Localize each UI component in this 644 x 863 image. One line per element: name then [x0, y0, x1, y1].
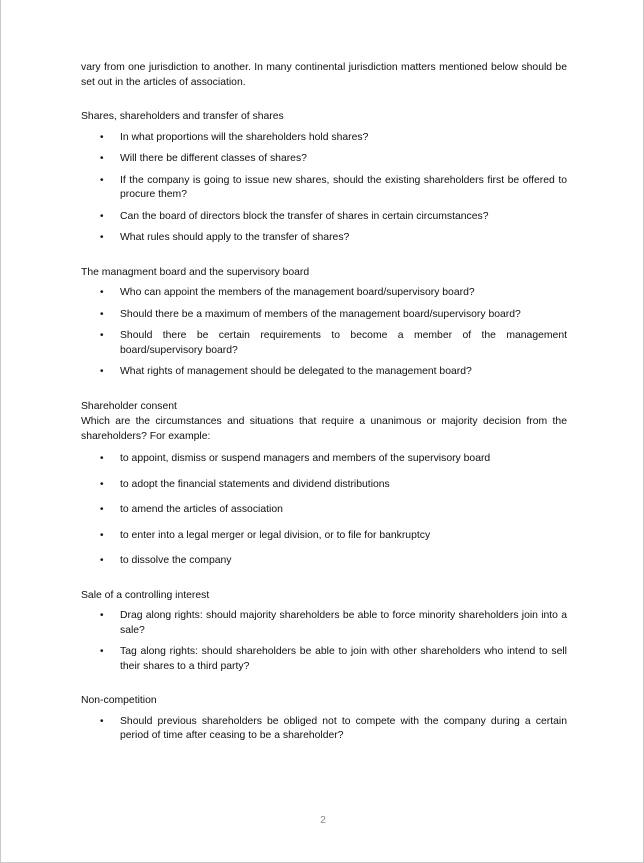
section-management-board [81, 266, 567, 380]
bullet-icon: • [100, 308, 104, 320]
list-item: • Should there be a maximum of members of the management board/supervisory board? [81, 308, 567, 323]
bullet-list [81, 452, 567, 569]
list-item: • to enter into a legal merger or legal division, or to file for bankruptcy [81, 529, 567, 544]
list-item: • Will there be different classes of shares? [81, 152, 567, 167]
list-item: • Should there be certain requirements to become a member of the management board/supervisory board? [100, 330, 567, 356]
list-item: • to appoint, dismiss or suspend managers and members of the supervisory board [81, 452, 567, 467]
list-item: • to dissolve the company [81, 554, 567, 569]
bullet-icon: • [100, 715, 104, 727]
section-non-competition [81, 694, 567, 744]
section-paragraph: Which are the circumstances and situations that require a unanimous or majority decision from the shareholders? For example: [81, 416, 567, 442]
list-item: • to amend the articles of association [81, 503, 567, 518]
section-heading: The managment board and the supervisory board [81, 266, 310, 278]
bullet-icon: • [100, 529, 104, 541]
bullet-icon: • [100, 210, 104, 222]
bullet-list [81, 715, 567, 744]
list-item: • If the company is going to issue new shares, should the existing shareholders first be offered to procure them? [100, 174, 567, 200]
bullet-icon: • [100, 478, 104, 490]
intro-paragraph: vary from one jurisdiction to another. In many continental jurisdiction matters mentioned below should be set out in the articles of association. [81, 62, 567, 88]
list-item: • What rules should apply to the transfer of shares? [81, 231, 567, 246]
list-item: • What rights of management should be delegated to the management board? [81, 365, 567, 380]
list-item: • Drag along rights: should majority shareholders be able to force minority shareholders join into a sale? [100, 610, 567, 636]
bullet-icon: • [100, 287, 104, 298]
section-heading: Sale of a controlling interest [81, 589, 210, 601]
list-item: • In what proportions will the shareholders hold shares? [81, 131, 567, 146]
bullet-icon: • [100, 646, 104, 657]
section-heading: Shareholder consent [81, 400, 177, 412]
page-content [81, 61, 567, 764]
bullet-icon: • [100, 174, 104, 186]
bullet-icon: • [100, 555, 104, 566]
page-number: 2 [320, 815, 326, 826]
bullet-list [81, 609, 567, 674]
list-item: • Can the board of directors block the transfer of shares in certain circumstances? [81, 210, 567, 225]
bullet-list [81, 286, 567, 380]
section-shares [81, 110, 567, 246]
list-item: • to adopt the financial statements and dividend distributions [81, 478, 567, 493]
bullet-icon: • [100, 453, 104, 464]
list-item: • Tag along rights: should shareholders be able to join with other shareholders who intend to sell their shares to a third party? [100, 646, 567, 672]
list-item: • Should previous shareholders be obliged not to compete with the company during a certain period of time after ceasing to be a shareholder? [100, 715, 567, 741]
bullet-list [81, 131, 567, 246]
bullet-icon: • [100, 232, 104, 243]
section-heading: Shares, shareholders and transfer of shares [81, 111, 284, 122]
list-item: • Who can appoint the members of the management board/supervisory board? [81, 286, 567, 301]
bullet-icon: • [100, 330, 104, 341]
bullet-icon: • [100, 153, 104, 164]
bullet-icon: • [100, 366, 104, 377]
section-controlling-interest [81, 589, 567, 675]
bullet-icon: • [100, 131, 104, 143]
section-heading: Non-competition [81, 695, 157, 706]
section-shareholder-consent [81, 400, 567, 569]
bullet-icon: • [100, 610, 104, 621]
bullet-icon: • [100, 504, 104, 515]
